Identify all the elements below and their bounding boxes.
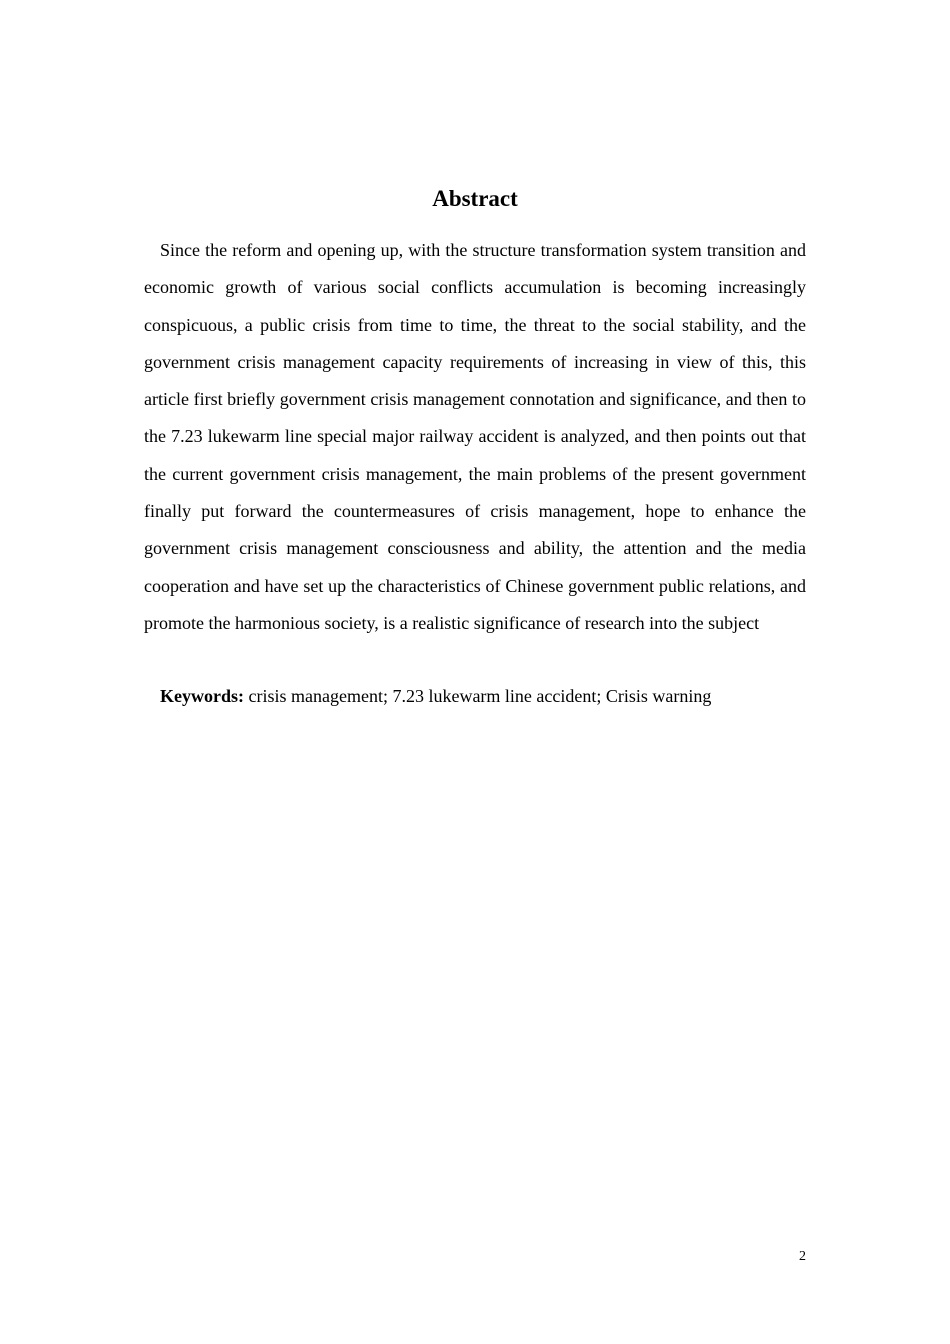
abstract-body: Since the reform and opening up, with the structure transformation system transition and economic growth of various social conflicts accumulation is becoming increasingly conspicuous, a public crisis from time to time, the threat to the social stability, and the government crisis management capacity requirements of increasing in view of this, this article first briefly government crisis management connotation and significance, and then to the 7.23 lukewarm line special major railway accident is analyzed, and then points out that the current government crisis management, the main problems of the present government finally put forward the countermeasures of crisis management, hope to enhance the government crisis management consciousness and ability, the attention and the media cooperation and have set up the characteristics of Chinese government public relations, and promote the harmonious society, is a realistic significance of research into the subject bbox=[144, 240, 806, 633]
page-number: 2 bbox=[799, 1249, 806, 1264]
keywords-line bbox=[144, 682, 806, 710]
keywords-text: crisis management; 7.23 lukewarm line accident; Crisis warning bbox=[244, 686, 712, 706]
keywords-label: Keywords: bbox=[160, 686, 244, 706]
page-title: Abstract bbox=[432, 186, 518, 211]
